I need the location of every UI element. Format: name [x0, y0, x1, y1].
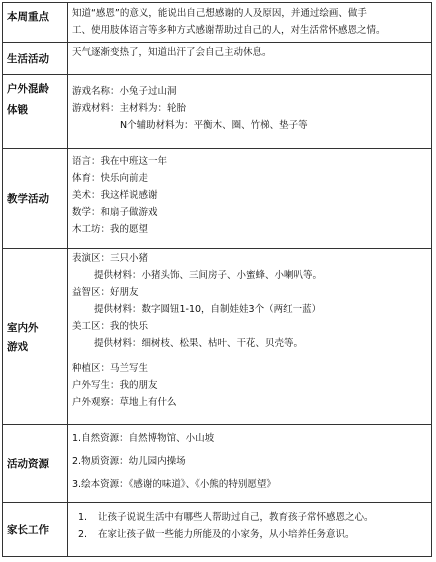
- weekly-plan-table: [2, 2, 432, 557]
- teaching-line: 美术：我这样说感谢: [72, 190, 158, 201]
- outdoor-line: 游戏名称：小兔子过山洞: [72, 86, 177, 97]
- games-line: 提供材料：小猪头饰、三间房子、小蜜蜂、小喇叭等。: [94, 270, 323, 281]
- games-line: 益智区：好朋友: [72, 287, 139, 298]
- teaching-line: 语言：我在中班这一年: [72, 156, 168, 167]
- parents-item: [78, 509, 427, 526]
- life-line: 天气逐渐变热了，知道出汗了会自己主动休息。: [72, 47, 272, 58]
- label-parents: 家长工作: [3, 503, 68, 557]
- teaching-line: 木工坊：我的愿望: [72, 224, 149, 235]
- label-games-line: 室内外: [7, 321, 39, 334]
- label-outdoor: [3, 75, 68, 149]
- parents-item-number: 1.: [78, 512, 88, 523]
- resources-line: 3.绘本资源：《感谢的味道》、《小熊的特别愿望》: [72, 479, 276, 490]
- games-line: 提供材料：细树枝、松果、枯叶、干花、贝壳等。: [94, 338, 304, 349]
- parents-item-text: 在家让孩子做一些能力所能及的小家务，从小培养任务意识。: [98, 529, 355, 540]
- row-resources: [3, 425, 432, 503]
- row-teaching: [3, 149, 432, 249]
- teaching-line: 数学：和扇子做游戏: [72, 207, 158, 218]
- games-line: 提供材料：数字圆钮1-10，自制娃娃3个（两红一蓝）: [94, 304, 322, 315]
- label-outdoor-line: 体锻: [7, 104, 28, 116]
- focus-line: 工、使用肢体语言等多种方式感谢帮助过自己的人，对生活常怀感恩之情。: [72, 25, 386, 36]
- row-life: [3, 43, 432, 75]
- outdoor-line: N个辅助材料为：平衡木、圈、竹梯、垫子等: [120, 120, 308, 131]
- row-focus: [3, 3, 432, 43]
- label-life: 生活活动: [3, 43, 68, 75]
- games-line: 户外写生：我的朋友: [72, 380, 158, 391]
- games-line: 种植区：马兰写生: [72, 363, 149, 374]
- label-games-line: 游戏: [7, 340, 28, 353]
- row-parents: [3, 503, 432, 557]
- resources-line: 2.物质资源：幼儿园内操场: [72, 456, 186, 467]
- weekly-plan-sheet: [2, 2, 432, 558]
- label-games: [3, 249, 68, 425]
- games-line: 美工区：我的快乐: [72, 321, 149, 332]
- label-resources: 活动资源: [3, 425, 68, 503]
- teaching-line: 体育：快乐向前走: [72, 173, 149, 184]
- label-teaching: 教学活动: [3, 149, 68, 249]
- resources-line: 1.自然资源：自然博物馆、小山坡: [72, 433, 215, 444]
- focus-line: 知道“感恩”的意义，能说出自己想感谢的人及原因，并通过绘画、做手: [72, 8, 367, 19]
- label-focus: 本周重点: [3, 3, 68, 43]
- games-line: 表演区：三只小猪: [72, 253, 149, 264]
- parents-item: [78, 526, 427, 543]
- outdoor-line: 游戏材料：主材料为：轮胎: [72, 103, 187, 114]
- parents-item-text: 让孩子说说生活中有哪些人帮助过自己，教育孩子常怀感恩之心。: [98, 512, 374, 523]
- parents-item-number: 2.: [78, 529, 88, 540]
- games-line: 户外观察：草地上有什么: [72, 397, 177, 408]
- row-games: [3, 249, 432, 425]
- label-outdoor-line: 户外混龄: [7, 83, 49, 95]
- row-outdoor: [3, 75, 432, 149]
